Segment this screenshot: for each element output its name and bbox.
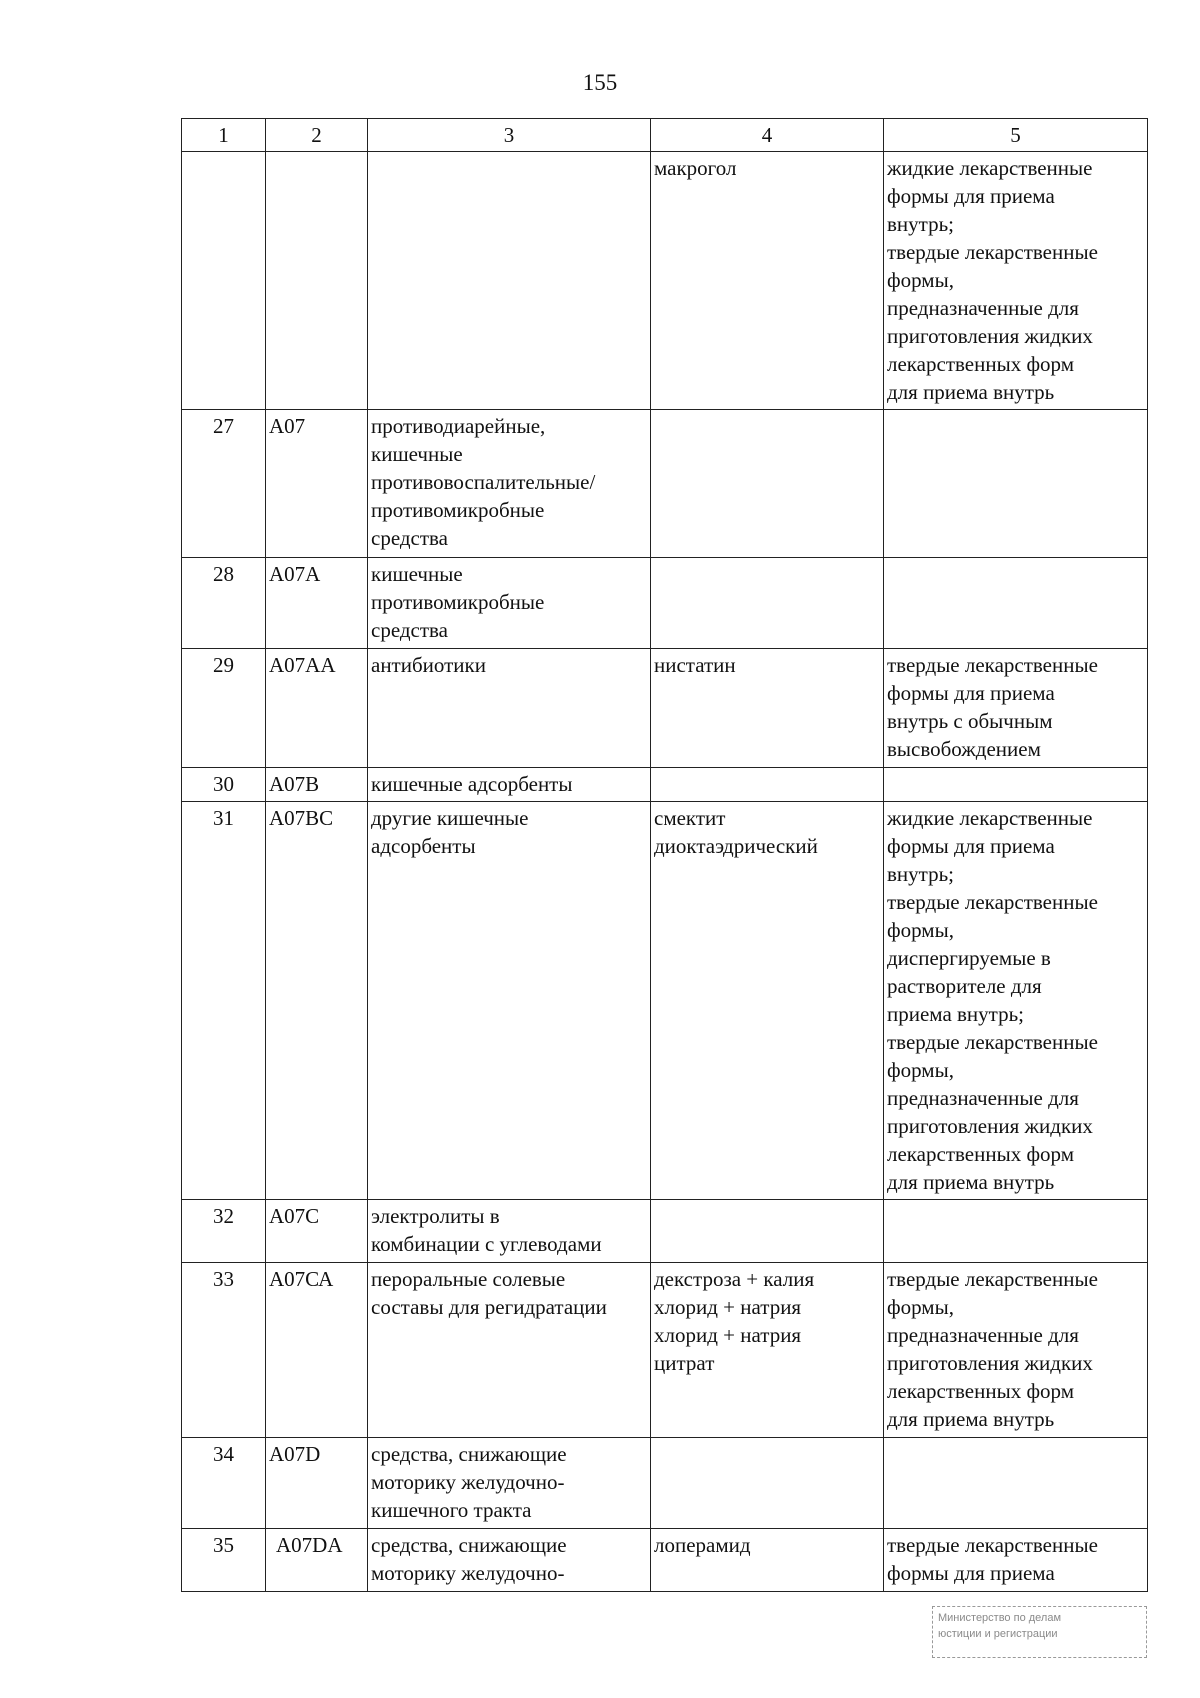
atc-code — [266, 152, 368, 410]
table-row — [182, 1263, 1148, 1438]
table-row — [182, 410, 1148, 558]
substance-name: лоперамид — [651, 1529, 884, 1592]
dosage-forms: жидкие лекарственные формы для приема внутрь; твердые лекарственные формы, диспергируемые в растворителе для приема внутрь; твердые лекарственные формы, предназначенные для приготовления жидких лекарственных форм для приема внутрь — [884, 802, 1148, 1200]
substance-name: декстроза + калия хлорид + натрия хлорид + натрия цитрат — [651, 1263, 884, 1438]
row-number: 32 — [182, 1200, 266, 1263]
medication-table — [181, 118, 1148, 1592]
row-number: 30 — [182, 768, 266, 802]
table-row — [182, 802, 1148, 1200]
group-name: кишечные противомикробные средства — [368, 558, 651, 649]
stamp-line-2: юстиции и регистрации — [938, 1628, 1058, 1640]
substance-name: нистатин — [651, 649, 884, 768]
header-row — [182, 119, 1148, 152]
row-number: 31 — [182, 802, 266, 1200]
row-number: 27 — [182, 410, 266, 558]
row-number: 29 — [182, 649, 266, 768]
atc-code: А07СА — [266, 1263, 368, 1438]
substance-name — [651, 1438, 884, 1529]
atc-code: А07DА — [266, 1529, 368, 1592]
group-name: средства, снижающие моторику желудочно- — [368, 1529, 651, 1592]
group-name: кишечные адсорбенты — [368, 768, 651, 802]
header-col-5: 5 — [884, 119, 1148, 152]
registration-stamp — [932, 1606, 1147, 1658]
dosage-forms — [884, 768, 1148, 802]
dosage-forms — [884, 410, 1148, 558]
table-row — [182, 1529, 1148, 1592]
table-row — [182, 1200, 1148, 1263]
table-row — [182, 1438, 1148, 1529]
group-name: антибиотики — [368, 649, 651, 768]
substance-name: смектит диоктаэдрический — [651, 802, 884, 1200]
group-name — [368, 152, 651, 410]
table-row — [182, 558, 1148, 649]
page-number: 155 — [582, 70, 618, 95]
dosage-forms: жидкие лекарственные формы для приема внутрь; твердые лекарственные формы, предназначенные для приготовления жидких лекарственных форм для приема внутрь — [884, 152, 1148, 410]
group-name: другие кишечные адсорбенты — [368, 802, 651, 1200]
row-number — [182, 152, 266, 410]
atc-code: А07 — [266, 410, 368, 558]
substance-name — [651, 768, 884, 802]
atc-code: А07С — [266, 1200, 368, 1263]
atc-code: А07АА — [266, 649, 368, 768]
dosage-forms: твердые лекарственные формы для приема внутрь с обычным высвобождением — [884, 649, 1148, 768]
atc-code: А07А — [266, 558, 368, 649]
table-row — [182, 152, 1148, 410]
substance-name — [651, 558, 884, 649]
substance-name — [651, 1200, 884, 1263]
atc-code: А07В — [266, 768, 368, 802]
group-name: средства, снижающие моторику желудочно- кишечного тракта — [368, 1438, 651, 1529]
row-number: 33 — [182, 1263, 266, 1438]
atc-code: А07ВС — [266, 802, 368, 1200]
group-name: пероральные солевые составы для регидратации — [368, 1263, 651, 1438]
dosage-forms — [884, 558, 1148, 649]
header-col-3: 3 — [368, 119, 651, 152]
dosage-forms: твердые лекарственные формы, предназначенные для приготовления жидких лекарственных форм для приема внутрь — [884, 1263, 1148, 1438]
row-number: 28 — [182, 558, 266, 649]
row-number: 34 — [182, 1438, 266, 1529]
substance-name — [651, 410, 884, 558]
substance-name: макрогол — [651, 152, 884, 410]
group-name: электролиты в комбинации с углеводами — [368, 1200, 651, 1263]
dosage-forms — [884, 1438, 1148, 1529]
row-number: 35 — [182, 1529, 266, 1592]
header-col-4: 4 — [651, 119, 884, 152]
dosage-forms: твердые лекарственные формы для приема — [884, 1529, 1148, 1592]
group-name: противодиарейные, кишечные противовоспалительные/ противомикробные средства — [368, 410, 651, 558]
stamp-line-1: Министерство по делам — [938, 1612, 1062, 1624]
atc-code: А07D — [266, 1438, 368, 1529]
table-row — [182, 768, 1148, 802]
dosage-forms — [884, 1200, 1148, 1263]
table-row — [182, 649, 1148, 768]
header-col-2: 2 — [266, 119, 368, 152]
header-col-1: 1 — [182, 119, 266, 152]
